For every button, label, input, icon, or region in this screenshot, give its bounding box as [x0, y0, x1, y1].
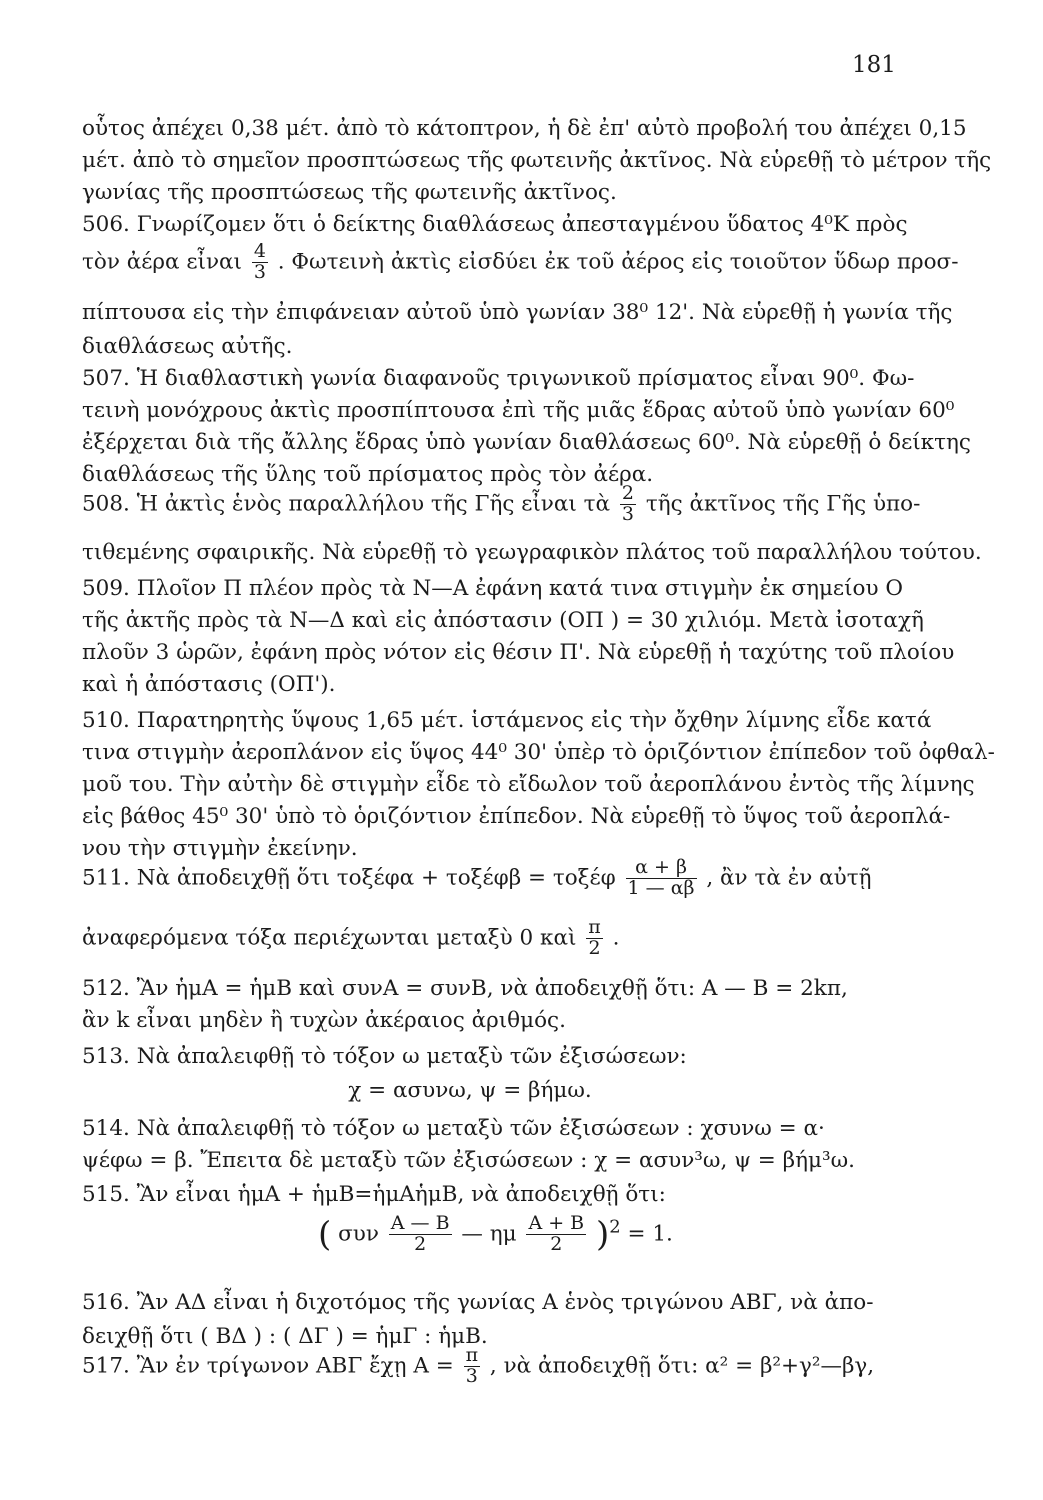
text-segment: 517. Ἂν ἐν τρίγωνον ΑΒΓ ἔχῃ Α =: [82, 1353, 454, 1379]
equation-line: [82, 858, 912, 899]
fraction-numerator: π: [588, 916, 601, 938]
equation-line: χ = ασυνω, ψ = βήμω.: [348, 1078, 592, 1103]
text-line: πλοῦν 3 ὡρῶν, ἐφάνη πρὸς νότον εἰς θέσιν Π'. Νὰ εὑρεθῇ ἡ ταχύτης τοῦ πλοίου: [82, 640, 955, 665]
text-line: 512. Ἂν ἡμΑ = ἡμΒ καὶ συνΑ = συνΒ, νὰ ἀποδειχθῇ ὅτι: Α — Β = 2kπ,: [82, 976, 848, 1001]
fraction-denominator: 3: [621, 502, 634, 525]
fraction: [626, 858, 697, 899]
equation-line: [82, 482, 921, 525]
text-line: διαθλάσεως αὐτῆς.: [82, 334, 293, 359]
text-line: 514. Νὰ ἀπαλειφθῇ τὸ τόξον ω μεταξὺ τῶν ἐξισώσεων : χσυνω = α·: [82, 1116, 825, 1141]
fraction-numerator: α + β: [635, 856, 687, 878]
text-segment: — ημ: [461, 1221, 517, 1247]
text-line: 515. Ἂν εἶναι ἡμΑ + ἡμΒ=ἡμΑἡμΒ, νὰ ἀποδειχθῇ ὅτι:: [82, 1182, 666, 1207]
text-line: νου τὴν στιγμὴν ἐκείνην.: [82, 836, 358, 861]
equation-line: [82, 1346, 912, 1387]
text-line: τῆς ἀκτῆς πρὸς τὰ Ν—Δ καὶ εἰς ἀπόστασιν (ΟΠ ) = 30 χιλιόμ. Μετὰ ἰσοταχῆ: [82, 608, 924, 633]
text-line: 507. Ἡ διαθλαστικὴ γωνία διαφανοῦς τριγωνικοῦ πρίσματος εἶναι 90⁰. Φω-: [82, 366, 915, 391]
text-line: ἂν k εἶναι μηδὲν ἢ τυχὼν ἀκέραιος ἀριθμός.: [82, 1008, 566, 1033]
text-line: ἐξέρχεται διὰ τῆς ἄλλης ἕδρας ὑπὸ γωνίαν διαθλάσεως 60⁰. Νὰ εὑρεθῇ ὁ δείκτης: [82, 430, 971, 455]
text-segment: συν: [338, 1221, 379, 1247]
text-line: μοῦ του. Τὴν αὐτὴν δὲ στιγμὴν εἶδε τὸ εἴδωλον τοῦ ἀεροπλάνου ἐντὸς τῆς λίμνης: [82, 772, 975, 797]
fraction-numerator: Α — Β: [390, 1212, 450, 1234]
fraction-denominator: 2: [389, 1234, 452, 1255]
text-segment: . Φωτεινὴ ἀκτὶς εἰσδύει ἐκ τοῦ ἀέρος εἰς τοιοῦτον ὕδωρ προσ-: [277, 249, 959, 275]
text-line: μέτ. ἀπὸ τὸ σημεῖον προσπτώσεως τῆς φωτεινῆς ἀκτῖνος. Νὰ εὑρεθῇ τὸ μέτρον τῆς: [82, 148, 992, 173]
text-segment: ἀναφερόμενα τόξα περιέχωνται μεταξὺ 0 καὶ: [82, 925, 577, 951]
fraction-denominator: 3: [464, 1366, 481, 1387]
text-segment: , ἂν τὰ ἐν αὐτῇ: [706, 865, 872, 891]
text-segment: τῆς ἀκτῖνος τῆς Γῆς ὑπο-: [645, 491, 921, 517]
text-segment: τὸν ἀέρα εἶναι: [82, 249, 242, 275]
text-line: εἰς βάθος 45⁰ 30' ὑπὸ τὸ ὁριζόντιον ἐπίπεδον. Νὰ εὑρεθῇ τὸ ὕψος τοῦ ἀεροπλά-: [82, 804, 951, 829]
fraction: [526, 1214, 586, 1255]
fraction-denominator: 3: [253, 260, 266, 283]
fraction-numerator: 4: [253, 240, 266, 262]
text-line: 506. Γνωρίζομεν ὅτι ὁ δείκτης διαθλάσεως ἀπεσταγμένου ὕδατος 4⁰Κ πρὸς: [82, 212, 908, 237]
fraction-denominator: 2: [526, 1234, 586, 1255]
equation-line: [318, 1214, 738, 1255]
text-line: 509. Πλοῖον Π πλέον πρὸς τὰ Ν—Α ἐφάνη κατά τινα στιγμὴν ἐκ σημείου Ο: [82, 576, 903, 601]
text-line: 513. Νὰ ἀπαλειφθῇ τὸ τόξον ω μεταξὺ τῶν ἐξισώσεων:: [82, 1044, 687, 1069]
fraction-denominator: 1 — αβ: [627, 876, 695, 899]
text-line: δειχθῇ ὅτι ( ΒΔ ) : ( ΔΓ ) = ἡμΓ : ἡμΒ.: [82, 1324, 488, 1349]
fraction-denominator: 2: [586, 938, 603, 959]
page-number: 181: [852, 52, 896, 78]
fraction: [464, 1346, 481, 1387]
open-paren: (: [318, 1214, 332, 1255]
fraction-numerator: 2: [621, 482, 634, 504]
text-line: γωνίας τῆς προσπτώσεως τῆς φωτεινῆς ἀκτῖνος.: [82, 180, 617, 205]
text-segment: , νὰ ἀποδειχθῇ ὅτι: α² = β²+γ²—βγ,: [489, 1353, 875, 1379]
fraction: [586, 918, 603, 959]
text-line: τιθεμένης σφαιρικῆς. Νὰ εὑρεθῇ τὸ γεωγραφικὸν πλάτος τοῦ παραλλήλου τούτου.: [82, 540, 982, 565]
text-line: καὶ ἡ ἀπόστασις (ΟΠ').: [82, 672, 336, 697]
text-segment: 508. Ἡ ἀκτὶς ἑνὸς παραλλήλου τῆς Γῆς εἶναι τὰ: [82, 491, 611, 517]
text-segment: = 1.: [627, 1221, 673, 1247]
equation-line: [82, 918, 912, 959]
fraction: [389, 1214, 452, 1255]
text-line: διαθλάσεως τῆς ὕλης τοῦ πρίσματος πρὸς τὸν ἀέρα.: [82, 462, 654, 487]
fraction: [252, 242, 268, 283]
text-line: οὗτος ἀπέχει 0,38 μέτ. ἀπὸ τὸ κάτοπτρον, ἡ δὲ ἐπ' αὐτὸ προβολή του ἀπέχει 0,15: [82, 116, 967, 141]
close-paren: ): [595, 1214, 610, 1255]
fraction-numerator: Α + Β: [528, 1212, 585, 1234]
text-line: 516. Ἂν ΑΔ εἶναι ἡ διχοτόμος τῆς γωνίας Α ἑνὸς τριγώνου ΑΒΓ, νὰ ἀπο-: [82, 1290, 874, 1315]
text-line: τεινὴ μονόχρους ἀκτὶς προσπίπτουσα ἐπὶ τῆς μιᾶς ἕδρας αὐτοῦ ὑπὸ γωνίαν 60⁰: [82, 398, 955, 423]
equation-line: [82, 240, 959, 283]
text-line: 510. Παρατηρητὴς ὕψους 1,65 μέτ. ἱστάμενος εἰς τὴν ὄχθην λίμνης εἶδε κατά: [82, 708, 932, 733]
fraction: [620, 484, 636, 525]
text-line: πίπτουσα εἰς τὴν ἐπιφάνειαν αὐτοῦ ὑπὸ γωνίαν 38⁰ 12'. Νὰ εὑρεθῇ ἡ γωνία τῆς: [82, 300, 953, 325]
text-line: τινα στιγμὴν ἀεροπλάνον εἰς ὕψος 44⁰ 30' ὑπὲρ τὸ ὁριζόντιον ἐπίπεδον τοῦ ὀφθαλ-: [82, 740, 995, 765]
exponent: 2: [609, 1216, 621, 1238]
text-line: ψέφω = β. Ἔπειτα δὲ μεταξὺ τῶν ἐξισώσεων : χ = ασυν³ω, ψ = βήμ³ω.: [82, 1148, 855, 1173]
text-segment: 511. Νὰ ἀποδειχθῇ ὅτι τοξέφα + τοξέφβ = τοξέφ: [82, 865, 616, 891]
text-segment: .: [612, 925, 620, 951]
fraction-numerator: π: [465, 1344, 479, 1366]
